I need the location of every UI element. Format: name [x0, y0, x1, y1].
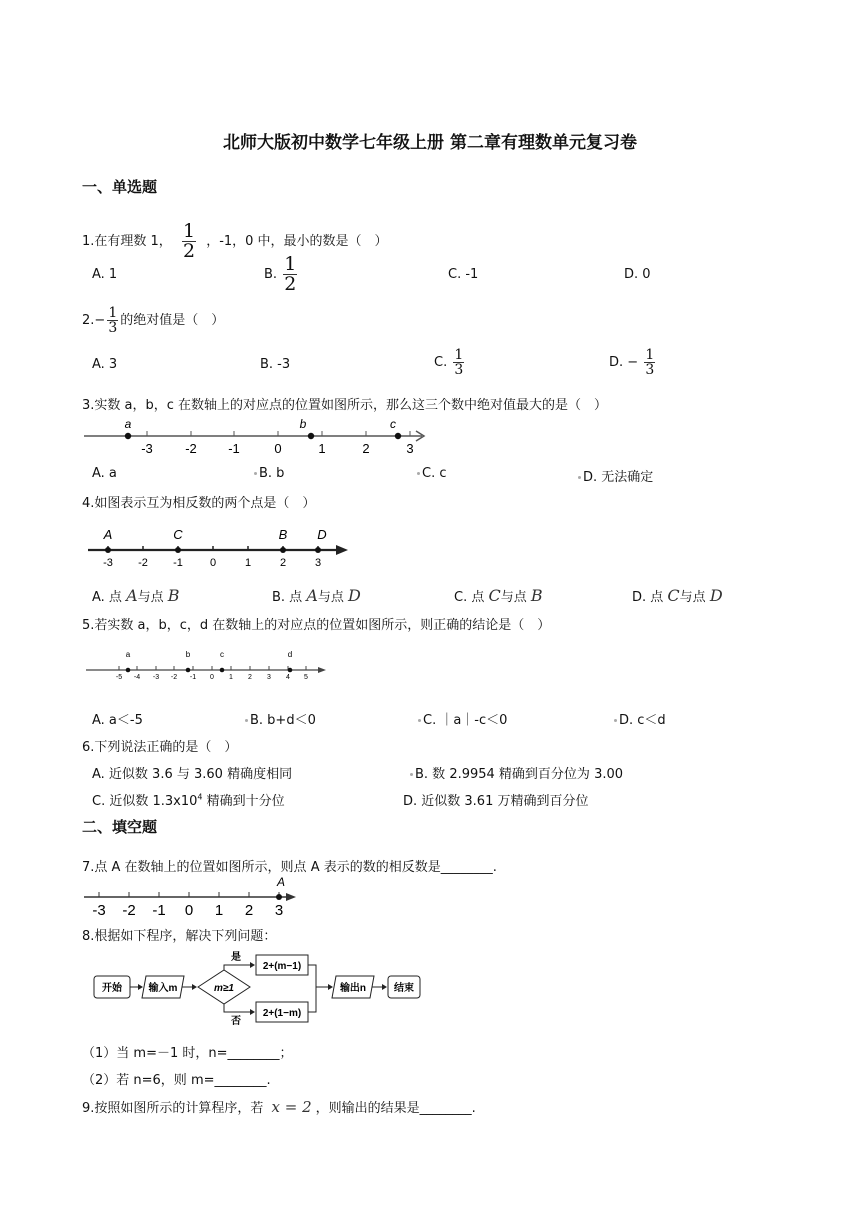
- flow-start-label: 开始: [102, 983, 122, 994]
- q3-point-label: b: [299, 417, 307, 431]
- q3-option-d[interactable]: D. 无法确定: [578, 466, 653, 485]
- flow-no-box-label: 2+(1−m): [262, 1008, 302, 1019]
- q1-option-b-fraction: $\frac{1}{2}$: [284, 253, 297, 295]
- q1-stem-start: 1.在有理数 1，: [82, 234, 172, 249]
- q4-point-symbol: B: [167, 586, 180, 605]
- q2-option-b[interactable]: B. -3: [260, 357, 291, 372]
- q4-tick-label: -1: [173, 557, 183, 569]
- question-4-stem: 4.如图表示互为相反数的两个点是（ ）: [82, 496, 316, 511]
- q4-point-symbol: D: [709, 586, 723, 605]
- q5-point-label: d: [287, 650, 293, 659]
- q4-tick-label: -2: [138, 557, 148, 569]
- q4-point-symbol: A: [126, 586, 138, 605]
- q2-minus-sign: −: [94, 313, 106, 328]
- q4-point-d: [315, 547, 321, 553]
- q5-option-a[interactable]: A. a＜-5: [92, 713, 143, 728]
- question-8-stem: 8.根据如下程序，解决下列问题：: [82, 929, 277, 944]
- flow-yes-label: 是: [231, 952, 241, 963]
- question-2-stem: 2.− $\frac{1}{3}$ 的绝对值是（ ）: [82, 305, 225, 336]
- q1-stem-end: ，-1，0 中，最小的数是（ ）: [206, 234, 388, 249]
- q5-tick-label: 0: [210, 674, 214, 681]
- q3-option-c[interactable]: C. c: [417, 466, 447, 481]
- q4-point-label: D: [317, 527, 327, 542]
- q3-tick-label: -3: [141, 441, 153, 456]
- q3-number-line: [82, 416, 432, 458]
- q8-subquestion-1: （1）当 m=－1 时，n=________；: [82, 1046, 293, 1061]
- q4-number-line: [86, 526, 356, 570]
- question-1-stem: [82, 222, 388, 261]
- question-9-stem: 9.按照如图所示的计算程序，若 x = 2 ，则输出的结果是________.: [82, 1098, 476, 1116]
- q5-option-d[interactable]: D. c＜d: [614, 709, 666, 728]
- flow-output-label: 输出n: [339, 983, 367, 994]
- q5-tick-label: 4: [286, 674, 290, 681]
- q2-option-c-fraction: $\frac{1}{3}$: [454, 347, 464, 378]
- q4-point-b: [280, 547, 286, 553]
- q3-point-label: a: [124, 417, 132, 431]
- q5-tick-label: -1: [189, 674, 197, 681]
- q3-option-b[interactable]: B. b: [254, 466, 284, 481]
- q1-fraction-half: $\frac{1}{2}$: [182, 220, 196, 262]
- q4-option-a[interactable]: A. 点 A与点 B: [92, 586, 180, 605]
- q7-tick-label: 2: [244, 902, 254, 918]
- q6-option-d[interactable]: D. 近似数 3.61 万精确到百分位: [403, 794, 589, 809]
- q2-fraction-third: $\frac{1}{3}$: [108, 305, 118, 336]
- question-7-stem: 7.点 A 在数轴上的位置如图所示，则点 A 表示的数的相反数是________.: [82, 860, 497, 875]
- q3-tick-label: 1: [318, 441, 326, 456]
- q4-option-b[interactable]: B. 点 A与点 D: [272, 586, 361, 605]
- q6-option-a[interactable]: A. 近似数 3.6 与 3.60 精确度相同: [92, 767, 293, 782]
- q7-point-a: [276, 894, 282, 900]
- q3-tick-label: 0: [274, 441, 282, 456]
- q4-point-c: [175, 547, 181, 553]
- q5-tick-label: 2: [248, 674, 252, 681]
- question-3-stem: 3.实数 a，b，c 在数轴上的对应点的位置如图所示，那么这三个数中绝对值最大的是（ ）: [82, 398, 608, 413]
- q7-tick-label: -2: [122, 902, 136, 918]
- question-5-stem: 5.若实数 a，b，c，d 在数轴上的对应点的位置如图所示，则正确的结论是（ ）: [82, 618, 551, 633]
- q4-point-label: B: [278, 527, 288, 542]
- q9-expression: x = 2: [271, 1098, 312, 1116]
- q5-tick-label: -3: [152, 674, 160, 681]
- q2-option-d-fraction: $\frac{1}{3}$: [645, 347, 655, 378]
- q4-point-symbol: A: [306, 586, 318, 605]
- q1-option-a[interactable]: A. 1: [92, 267, 118, 282]
- q2-option-d[interactable]: D. − $\frac{1}{3}$: [609, 347, 655, 378]
- flow-decision-label: m≥1: [214, 983, 234, 994]
- q5-tick-label: -2: [170, 674, 178, 681]
- q4-point-symbol: C: [488, 586, 501, 605]
- q4-tick-label: -3: [103, 557, 113, 569]
- q5-option-c[interactable]: C. ｜a｜-c＜0: [418, 709, 507, 728]
- q7-point-label: A: [276, 875, 286, 889]
- q5-point-label: b: [185, 650, 191, 659]
- q5-point-c: [220, 668, 225, 673]
- q5-point-d: [288, 668, 293, 673]
- q4-tick-label: 1: [244, 557, 252, 569]
- q3-point-c: [395, 433, 401, 439]
- q7-tick-label: 1: [214, 902, 224, 918]
- q5-tick-label: 3: [267, 674, 271, 681]
- flow-input-label: 输入m: [148, 983, 178, 994]
- q4-point-label: C: [173, 527, 183, 542]
- q5-point-label: a: [125, 650, 131, 659]
- q4-point-symbol: D: [348, 586, 361, 605]
- q4-point-symbol: C: [667, 586, 680, 605]
- q5-point-label: c: [220, 650, 224, 659]
- q3-tick-label: 2: [362, 441, 370, 456]
- q2-stem-text: 的绝对值是（ ）: [120, 313, 225, 328]
- q4-option-d[interactable]: D. 点 C与点 D: [632, 586, 723, 605]
- q2-option-c[interactable]: C. $\frac{1}{3}$: [434, 347, 464, 378]
- flow-no-label: 否: [231, 1016, 241, 1027]
- q4-tick-label: 2: [279, 557, 287, 569]
- q3-tick-label: 3: [406, 441, 414, 456]
- page-title: 北师大版初中数学七年级上册 第二章有理数单元复习卷: [223, 133, 637, 153]
- q5-tick-label: -5: [115, 674, 123, 681]
- q7-number-line: [82, 872, 302, 918]
- question-6-stem: 6.下列说法正确的是（ ）: [82, 740, 238, 755]
- q3-point-label: c: [390, 417, 396, 431]
- q3-option-a[interactable]: A. a: [92, 466, 117, 481]
- q5-option-b[interactable]: B. b+d＜0: [245, 709, 316, 728]
- flow-yes-box-label: 2+(m−1): [262, 961, 302, 972]
- q7-tick-label: -1: [152, 902, 166, 918]
- q4-option-c[interactable]: C. 点 C与点 B: [454, 586, 543, 605]
- q4-point-label: A: [103, 527, 113, 542]
- q3-point-a: [125, 433, 131, 439]
- q8-subquestion-2: （2）若 n=6，则 m=________.: [82, 1073, 271, 1088]
- q7-tick-label: 3: [274, 902, 284, 918]
- q7-tick-label: 0: [184, 902, 194, 918]
- q6-option-c[interactable]: C. 近似数 $1.3x10^4$ 精确到十分位: [92, 792, 285, 809]
- q8-flowchart: [90, 948, 426, 1028]
- q5-tick-label: -4: [133, 674, 141, 681]
- q4-tick-label: 3: [314, 557, 322, 569]
- section-heading-fill-in: 二、填空题: [82, 818, 158, 836]
- q4-point-symbol: B: [530, 586, 543, 605]
- q7-tick-label: -3: [92, 902, 106, 918]
- q5-tick-label: 5: [304, 674, 308, 681]
- q6-option-b[interactable]: B. 数 2.9954 精确到百分位为 3.00: [410, 763, 623, 782]
- q1-option-d[interactable]: D. 0: [624, 267, 651, 282]
- q1-option-b[interactable]: B. $\frac{1}{2}$: [264, 253, 297, 295]
- q4-point-a: [105, 547, 111, 553]
- q1-option-c[interactable]: C. -1: [448, 267, 479, 282]
- q5-point-b: [186, 668, 191, 673]
- q2-option-a[interactable]: A. 3: [92, 357, 118, 372]
- q5-point-a: [126, 668, 131, 673]
- q5-tick-label: 1: [229, 674, 233, 681]
- q5-number-line: [84, 648, 334, 682]
- q3-point-b: [308, 433, 314, 439]
- flow-end-label: 结束: [394, 983, 414, 994]
- q3-tick-label: -2: [185, 441, 197, 456]
- q3-tick-label: -1: [228, 441, 240, 456]
- section-heading-single-choice: 一、单选题: [82, 178, 158, 196]
- q4-tick-label: 0: [209, 557, 217, 569]
